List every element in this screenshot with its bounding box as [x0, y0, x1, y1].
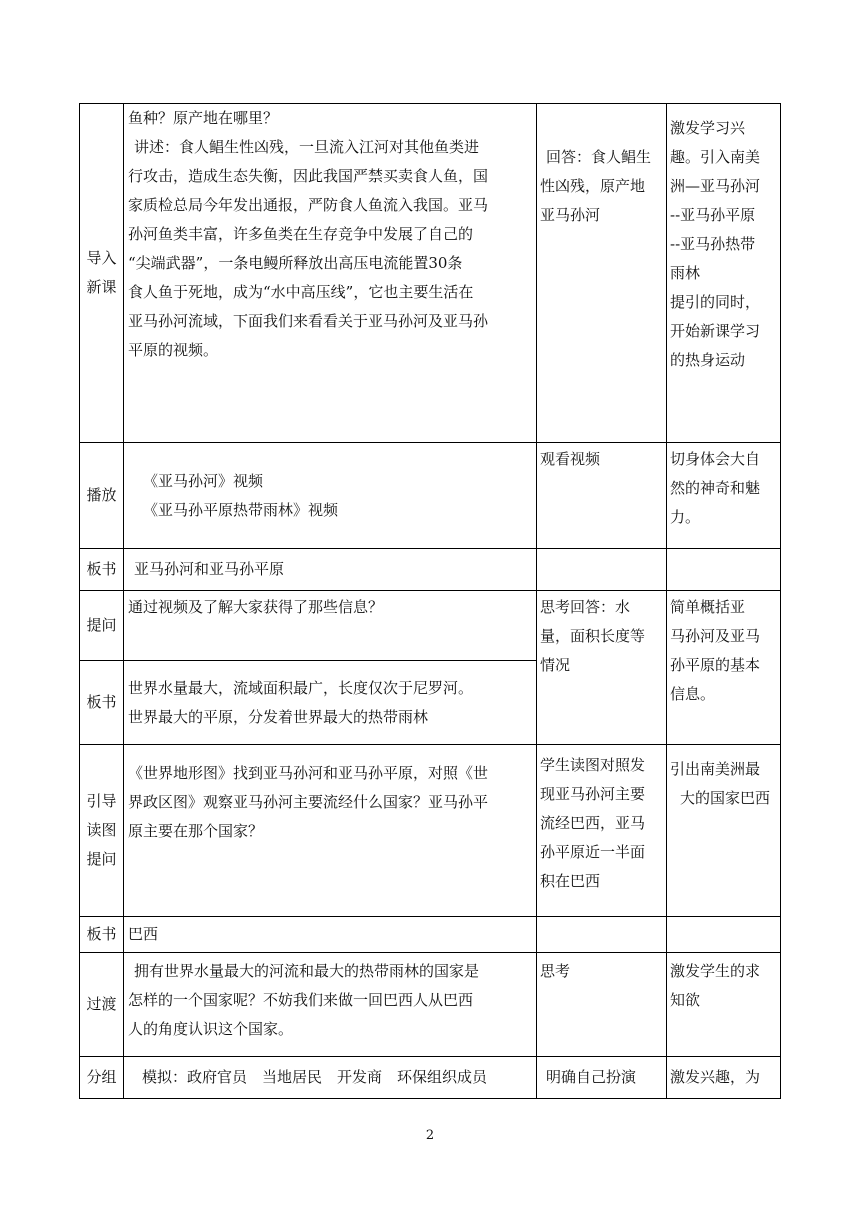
stage-cell: [80, 1057, 124, 1099]
text-line: 的热身运动: [670, 351, 746, 369]
student-activity-cell: [537, 104, 667, 443]
text-line: 界政区图》观察亚马孙河主要流经什么国家？亚马孙平: [128, 793, 489, 811]
text-line: 孙平原近一半面: [540, 843, 646, 861]
page-number: 2: [425, 1128, 435, 1143]
text-line: 切身体会大自: [670, 450, 761, 468]
text-line: 人的角度认识这个国家。: [128, 1020, 294, 1038]
table-row: [80, 549, 781, 591]
text-line: 世界水量最大，流域面积最广，长度仅次于尼罗河。: [128, 678, 474, 697]
text-line: 行攻击，造成生态失衡，因此我国严禁买卖食人鱼，国: [128, 167, 489, 185]
table-row: [80, 917, 781, 953]
text-line: 《亚马孙河》视频: [143, 471, 264, 490]
design-intent-cell: [667, 549, 781, 591]
student-activity-cell: [537, 917, 667, 953]
student-activity-cell: [537, 1057, 667, 1099]
text-line: 怎样的一个国家呢？不妨我们来做一回巴西人从巴西: [128, 991, 474, 1009]
lesson-plan-table: [79, 103, 781, 1099]
text-line: 力。: [670, 508, 701, 526]
text-line: 世界最大的平原，分发着世界最大的热带雨林: [128, 707, 429, 726]
stage-cell: [80, 104, 124, 443]
board-writing-cell: [124, 549, 537, 591]
stage-label: 过渡: [86, 995, 117, 1013]
text-line: 亚马孙河流域，下面我们来看看关于亚马孙河及亚马孙: [128, 312, 489, 330]
text-line: 讲述：食人鲳生性凶残，一旦流入江河对其他鱼类进: [134, 138, 480, 156]
text-line: 模拟：政府官员 当地居民 开发商 环保组织成员: [142, 1068, 488, 1086]
text-line: 马孙河及亚马: [670, 627, 761, 645]
text-line: 思考回答：水: [540, 598, 631, 616]
teacher-activity-cell: [124, 104, 537, 443]
text-line: “尖端武器”，一条电鳗所释放出高压电流能置30条: [128, 254, 463, 272]
stage-cell: [80, 443, 124, 549]
text-line: 流经巴西，亚马: [540, 814, 646, 832]
text-line: 明确自己扮演: [546, 1068, 637, 1086]
text-line: 性凶残，原产地: [540, 177, 646, 195]
text-line: 洲—亚马孙河: [670, 177, 761, 195]
text-line: 巴西: [128, 925, 159, 943]
text-line: 原主要在那个国家？: [128, 822, 264, 840]
text-line: 简单概括亚: [670, 598, 746, 616]
design-intent-cell: [667, 591, 781, 745]
design-intent-cell: [667, 1057, 781, 1099]
teacher-activity-cell: [124, 745, 537, 917]
text-line: --亚马孙平原: [670, 206, 756, 224]
text-line: [540, 114, 664, 143]
table-row: [80, 104, 781, 443]
stage-label: 播放: [86, 486, 117, 504]
table-row: [80, 1057, 781, 1099]
table-row: [80, 953, 781, 1057]
design-intent-cell: [667, 953, 781, 1057]
stage-cell: [80, 549, 124, 591]
text-line: 孙河鱼类丰富，许多鱼类在生存竞争中发展了自己的: [128, 225, 474, 243]
student-activity-cell: [537, 953, 667, 1057]
text-line: 信息。: [670, 685, 716, 703]
stage-label: 引导: [86, 792, 117, 810]
stage-cell: [80, 917, 124, 953]
text-line: 亚马孙河: [540, 206, 601, 224]
text-line: 趣。引入南美: [670, 148, 761, 166]
board-writing-cell: [124, 917, 537, 953]
text-line: 《亚马孙平原热带雨林》视频: [143, 500, 339, 519]
stage-label: 提问: [86, 850, 117, 868]
stage-cell: [80, 953, 124, 1057]
text-line: 然的神奇和魅: [670, 479, 761, 497]
text-line: 激发学习兴: [670, 119, 746, 137]
text-line: 观看视频: [540, 450, 601, 468]
stage-label: 板书: [86, 693, 117, 711]
text-line: 亚马孙河和亚马孙平原: [134, 560, 285, 578]
text-line: 回答：食人鲳生: [546, 148, 652, 166]
text-line: 知欲: [670, 991, 701, 1009]
text-line: 思考: [540, 962, 571, 980]
design-intent-cell: [667, 917, 781, 953]
text-line: 通过视频及了解大家获得了那些信息？: [128, 598, 384, 616]
teacher-activity-cell: [124, 953, 537, 1057]
text-line: 激发兴趣，为: [670, 1068, 761, 1086]
student-activity-cell: [537, 443, 667, 549]
text-line: 激发学生的求: [670, 962, 761, 980]
text-line: 食人鱼于死地，成为“水中高压线”，它也主要生活在: [128, 283, 474, 301]
text-line: 现亚马孙河主要: [540, 785, 646, 803]
design-intent-cell: [667, 745, 781, 917]
text-line: 情况: [540, 656, 571, 674]
text-line: 雨林: [670, 264, 701, 282]
stage-cell: [80, 591, 124, 661]
text-line: 平原的视频。: [128, 341, 219, 359]
stage-label: 板书: [86, 925, 117, 943]
stage-label: 导入: [86, 249, 117, 267]
student-activity-cell: [537, 745, 667, 917]
text-line: 开始新课学习: [670, 322, 761, 340]
text-line: 提引的同时，: [670, 293, 761, 311]
text-line: 学生读图对照发: [540, 756, 646, 774]
text-line: 鱼种？原产地在哪里？: [128, 109, 279, 127]
teacher-activity-cell: [124, 1057, 537, 1099]
student-activity-cell: [537, 549, 667, 591]
text-line: 孙平原的基本: [670, 656, 761, 674]
text-line: 引出南美洲最: [670, 760, 761, 778]
student-activity-cell: [537, 591, 667, 745]
table-row: [80, 745, 781, 917]
text-line: 量，面积长度等: [540, 627, 646, 645]
text-line: 《世界地形图》找到亚马孙河和亚马孙平原，对照《世: [128, 764, 489, 782]
stage-label: 板书: [86, 560, 117, 578]
stage-label: 新课: [86, 278, 117, 296]
text-line: 家质检总局今年发出通报，严防食人鱼流入我国。亚马: [128, 196, 489, 214]
design-intent-cell: [667, 104, 781, 443]
stage-label: 提问: [86, 616, 117, 634]
text-line: 拥有世界水量最大的河流和最大的热带雨林的国家是: [134, 962, 480, 980]
text-line: 大的国家巴西: [680, 789, 771, 807]
stage-cell: [80, 745, 124, 917]
teacher-activity-cell: [124, 591, 537, 661]
text-line: 积在巴西: [540, 872, 601, 890]
table-row: [80, 443, 781, 549]
stage-label: 分组: [86, 1068, 117, 1086]
table-row: [80, 591, 781, 661]
text-line: --亚马孙热带: [670, 235, 756, 253]
board-writing-cell: [124, 661, 537, 745]
teacher-activity-cell: [124, 443, 537, 549]
design-intent-cell: [667, 443, 781, 549]
stage-cell: [80, 661, 124, 745]
stage-label: 读图: [86, 821, 117, 839]
